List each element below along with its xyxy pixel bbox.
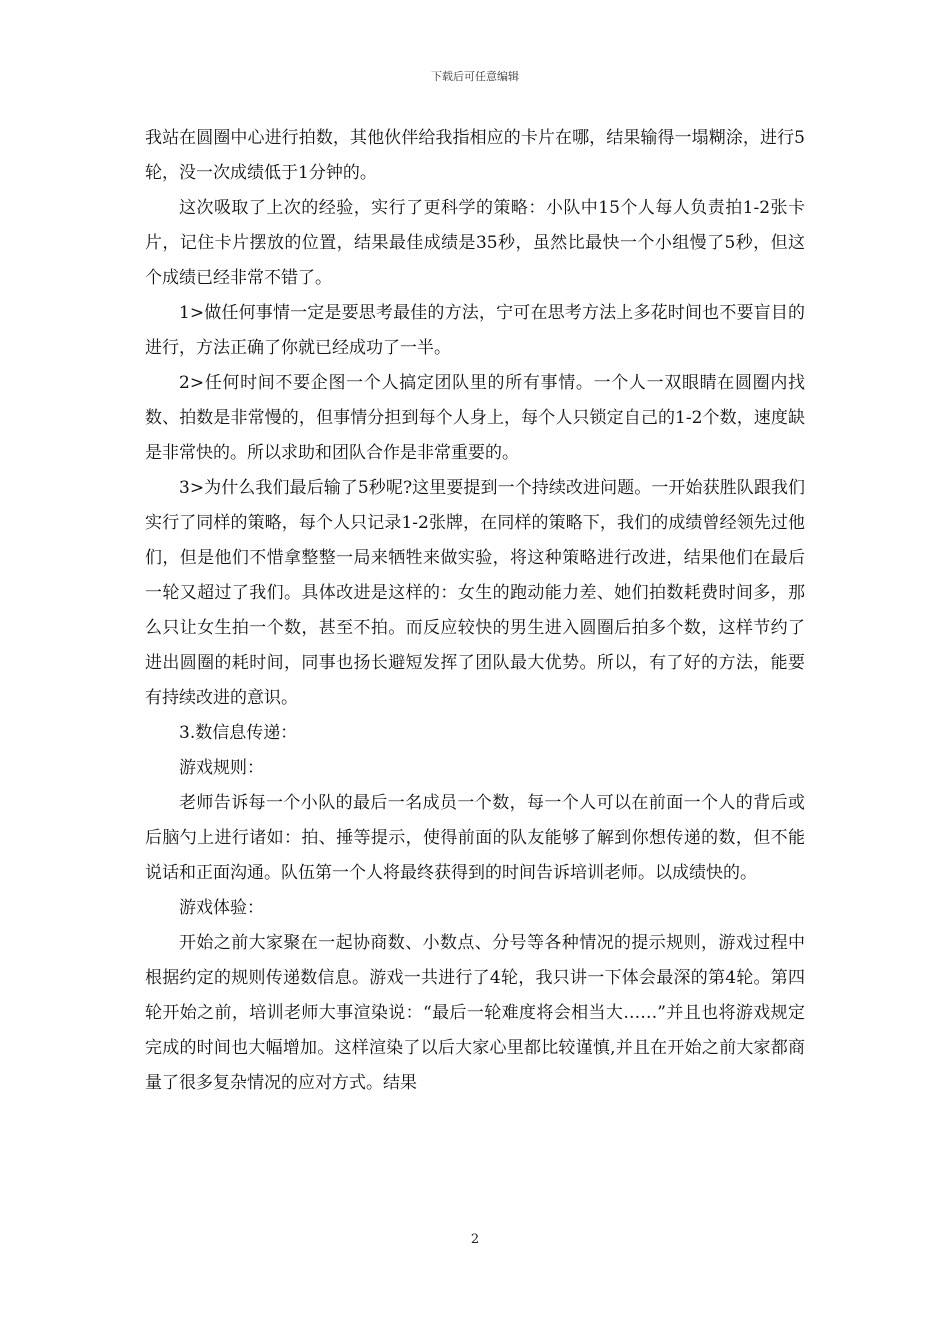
page-header: 下载后可任意编辑 bbox=[431, 70, 519, 83]
paragraph: 我站在圆圈中心进行拍数，其他伙伴给我指相应的卡片在哪，结果输得一塌糊涂，进行5轮，没一次成绩低于1分钟的。 bbox=[145, 128, 805, 183]
page-number: 2 bbox=[470, 1232, 480, 1247]
paragraph: 老师告诉每一个小队的最后一名成员一个数，每一个人可以在前面一个人的背后或后脑勺上进行诸如：拍、捶等提示，使得前面的队友能够了解到你想传递的数，但不能说话和正面沟通。队伍第一个人将最终获得到的时间告诉培训老师。以成绩快的。 bbox=[145, 793, 805, 883]
paragraph: 1>做任何事情一定是要思考最佳的方法，宁可在思考方法上多花时间也不要盲目的进行，方法正确了你就已经成功了一半。 bbox=[145, 303, 805, 358]
paragraph: 3>为什么我们最后输了5秒呢?这里要提到一个持续改进问题。一开始获胜队跟我们实行了同样的策略，每个人只记录1-2张牌，在同样的策略下，我们的成绩曾经领先过他们，但是他们不惜拿整整一局来牺牲来做实验，将这种策略进行改进，结果他们在最后一轮又超过了我们。具体改进是这样的：女生的跑动能力差、她们拍数耗费时间多，那么只让女生拍一个数，甚至不拍。而反应较快的男生进入圆圈后拍多个数，这样节约了进出圆圈的耗时间，同事也扬长避短发挥了团队最大优势。所以，有了好的方法，能要有持续改进的意识。 bbox=[145, 478, 805, 708]
paragraph: 开始之前大家聚在一起协商数、小数点、分号等各种情况的提示规则，游戏过程中根据约定的规则传递数信息。游戏一共进行了4轮，我只讲一下体会最深的第4轮。第四轮开始之前，培训老师大事渲染说：“最后一轮难度将会相当大……”并且也将游戏规定完成的时间也大幅增加。这样渲染了以后大家心里都比较谨慎,并且在开始之前大家都商量了很多复杂情况的应对方式。结果 bbox=[145, 933, 805, 1093]
paragraph: 这次吸取了上次的经验，实行了更科学的策略：小队中15个人每人负责拍1-2张卡片，记住卡片摆放的位置，结果最佳成绩是35秒，虽然比最快一个小组慢了5秒，但这个成绩已经非常不错了。 bbox=[145, 198, 805, 288]
subheading: 游戏规则： bbox=[179, 758, 264, 778]
section-heading: 3.数信息传递： bbox=[179, 723, 298, 743]
document-body bbox=[145, 121, 805, 1101]
paragraph: 2>任何时间不要企图一个人搞定团队里的所有事情。一个人一双眼睛在圆圈内找数、拍数是非常慢的，但事情分担到每个人身上，每个人只锁定自己的1-2个数，速度缺是非常快的。所以求助和团队合作是非常重要的。 bbox=[145, 373, 805, 463]
subheading: 游戏体验： bbox=[179, 898, 264, 918]
